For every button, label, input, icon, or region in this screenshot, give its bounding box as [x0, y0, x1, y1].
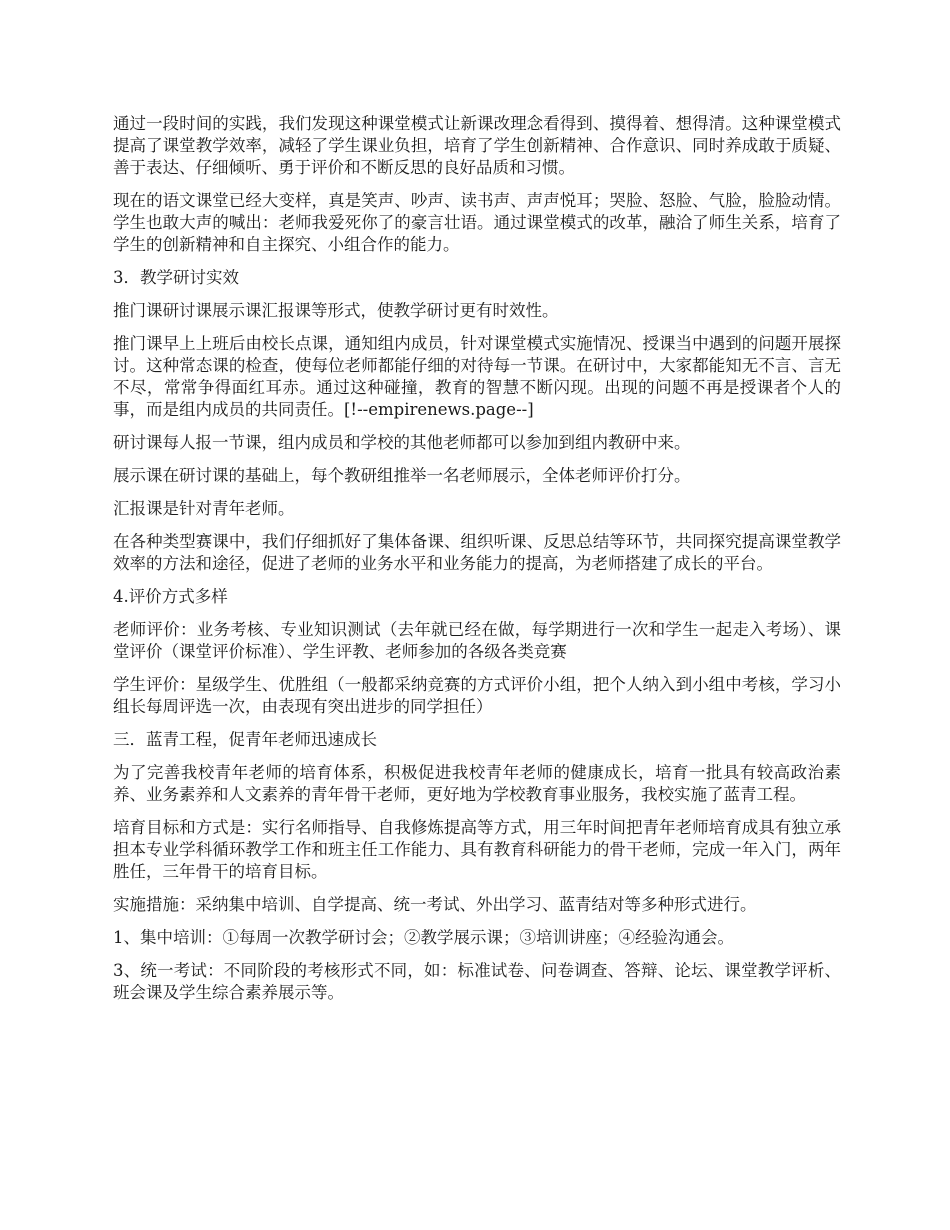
paragraph-push-door-class: 推门课早上上班后由校长点课，通知组内成员，针对课堂模式实施情况、授课当中遇到的问题开展探讨。这种常态课的检查，使每位老师都能仔细的对待每一节课。在研讨中，大家都能知无不言、言无不尽，常常争得面红耳赤。通过这种碰撞，教育的智慧不断闪现。出现的问题不再是授课者个人的事，而是组内成员的共同责任。[!--empirenews.page--] [113, 334, 841, 419]
paragraph-practice-results: 通过一段时间的实践，我们发现这种课堂模式让新课改理念看得到、摸得着、想得清。这种课堂模式提高了课堂教学效率，减轻了学生课业负担，培育了学生创新精神、合作意识、同时养成敢于质疑、善于表达、仔细倾听、勇于评价和不断反思的良好品质和习惯。 [113, 114, 841, 177]
paragraph-research-forms: 推门课研讨课展示课汇报课等形式，使教学研讨更有时效性。 [113, 301, 559, 320]
paragraph-centralized-training: 1、集中培训：①每周一次教学研讨会；②教学展示课；③培训讲座；④经验沟通会。 [113, 928, 734, 947]
paragraph-teacher-evaluation: 老师评价：业务考核、专业知识测试（去年就已经在做，每学期进行一次和学生一起走入考场）、课堂评价（课堂评价标准）、学生评教、老师参加的各级各类竞赛 [113, 620, 841, 661]
paragraph-student-evaluation: 学生评价：星级学生、优胜组（一般都采纳竞赛的方式评价小组，把个人纳入到小组中考核，学习小组长每周评选一次，由表现有突出进步的同学担任） [113, 675, 841, 716]
paragraph-competition-classes: 在各种类型赛课中，我们仔细抓好了集体备课、组织听课、反思总结等环节，共同探究提高课堂教学效率的方法和途径，促进了老师的业务水平和业务能力的提高，为老师搭建了成长的平台。 [113, 532, 841, 573]
paragraph-demonstration-class: 展示课在研讨课的基础上，每个教研组推举一名老师展示，全体老师评价打分。 [113, 466, 691, 485]
section-heading-evaluation: 4.评价方式多样 [113, 587, 228, 606]
section-heading-teaching-research: 3．教学研讨实效 [113, 268, 239, 287]
section-heading-blue-green-project: 三．蓝青工程，促青年老师迅速成长 [113, 730, 377, 749]
paragraph-unified-exam: 3、统一考试：不同阶段的考核形式不同，如：标准试卷、问卷调查、答辩、论坛、课堂教学评析、班会课及学生综合素养展示等。 [113, 961, 841, 1002]
document-page [113, 113, 841, 1015]
paragraph-report-class: 汇报课是针对青年老师。 [113, 499, 295, 518]
paragraph-implementation-measures: 实施措施：采纳集中培训、自学提高、统一考试、外出学习、蓝青结对等多种形式进行。 [113, 895, 757, 914]
paragraph-project-purpose: 为了完善我校青年老师的培育体系，积极促进我校青年老师的健康成长，培育一批具有较高政治素养、业务素养和人文素养的青年骨干老师，更好地为学校教育事业服务，我校实施了蓝青工程。 [113, 763, 841, 804]
paragraph-research-class: 研讨课每人报一节课，组内成员和学校的其他老师都可以参加到组内教研中来。 [113, 433, 691, 452]
paragraph-training-goals: 培育目标和方式是：实行名师指导、自我修炼提高等方式，用三年时间把青年老师培育成具有独立承担本专业学科循环教学工作和班主任工作能力、具有教育科研能力的骨干老师，完成一年入门，两年胜任，三年骨干的培育目标。 [113, 818, 841, 881]
paragraph-chinese-class-change: 现在的语文课堂已经大变样，真是笑声、吵声、读书声、声声悦耳；哭脸、怒脸、气脸，脸脸动情。学生也敢大声的喊出：老师我爱死你了的豪言壮语。通过课堂模式的改革，融洽了师生关系，培育了学生的创新精神和自主探究、小组合作的能力。 [113, 191, 841, 254]
